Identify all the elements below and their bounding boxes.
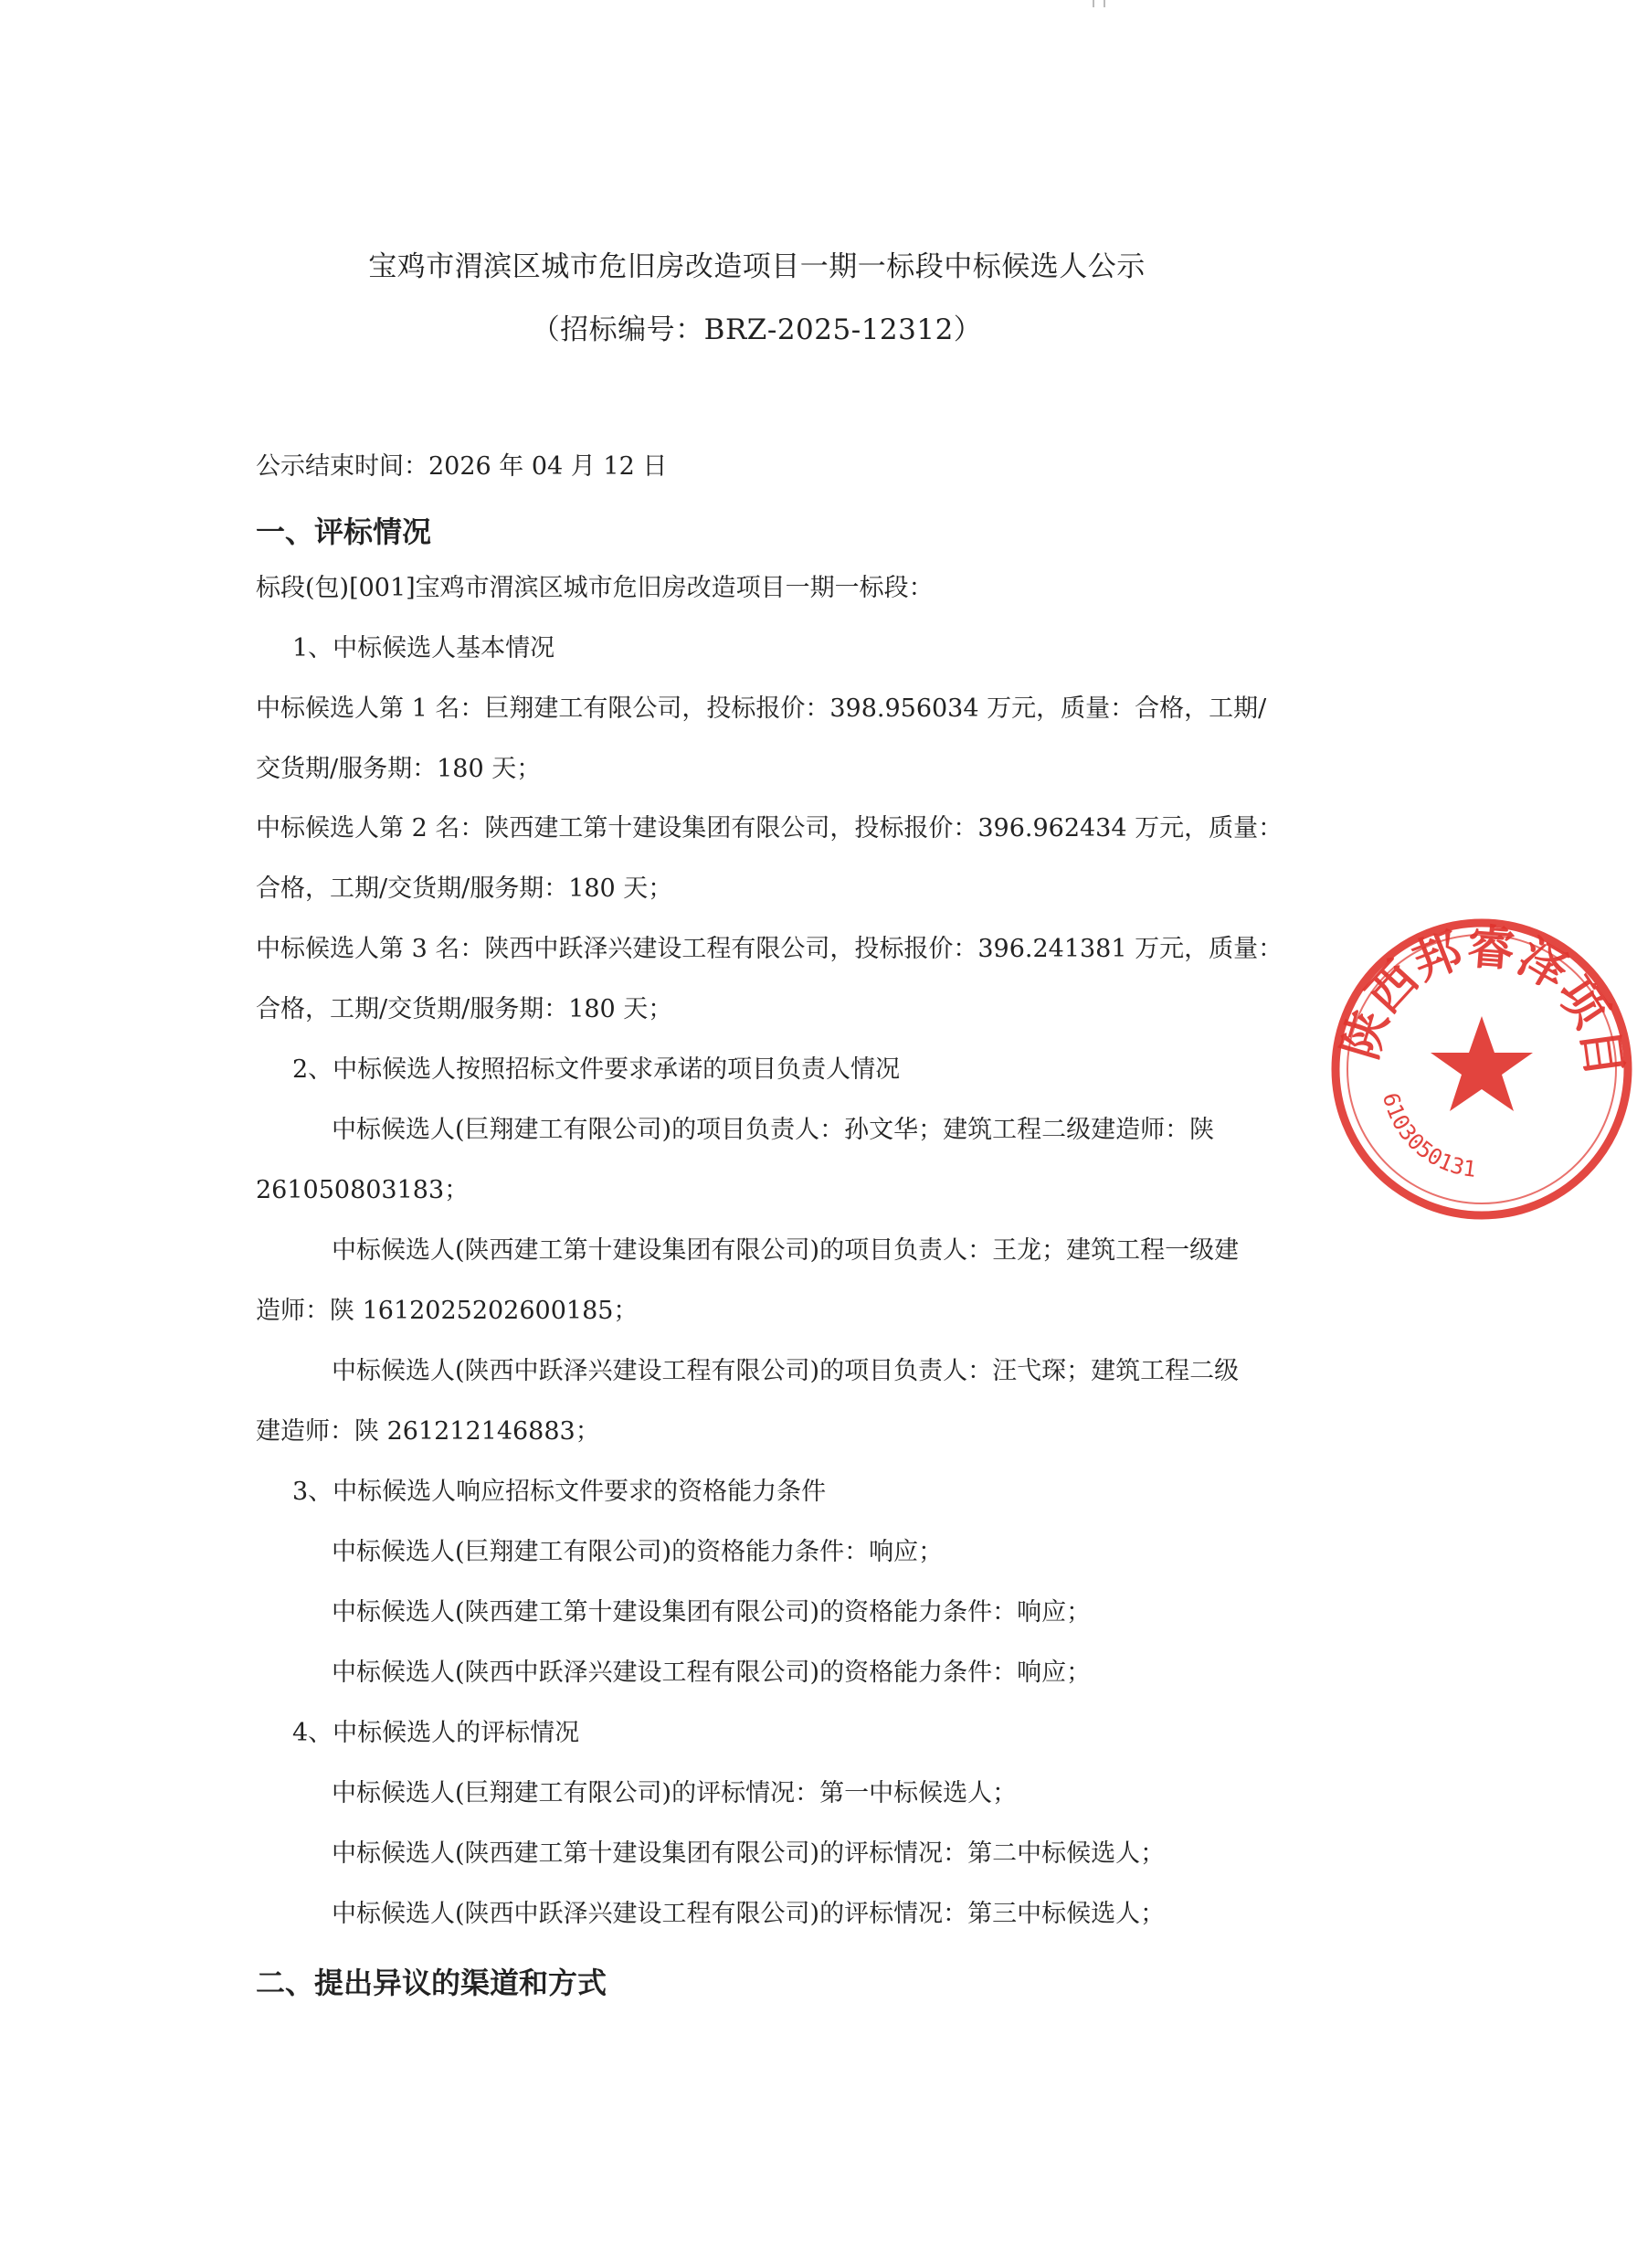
subheading-evaluation-results: 4、中标候选人的评标情况 [292, 1719, 580, 1747]
manager2-line1: 中标候选人(陕西建工第十建设集团有限公司)的项目负责人：王龙；建筑工程一级建 [332, 1236, 1240, 1265]
qualification-1: 中标候选人(巨翔建工有限公司)的资格能力条件：响应； [332, 1538, 944, 1566]
section-heading-objection: 二、提出异议的渠道和方式 [256, 1966, 607, 2000]
company-seal [1326, 914, 1637, 1224]
package-line: 标段(包)[001]宝鸡市渭滨区城市危旧房改造项目一期一标段： [256, 574, 934, 602]
manager3-line1: 中标候选人(陕西中跃泽兴建设工程有限公司)的项目负责人：汪弋琛；建筑工程二级 [332, 1357, 1240, 1385]
candidate1-line1: 中标候选人第 1 名：巨翔建工有限公司，投标报价：398.956034 万元，质量：合格，工期/ [256, 694, 1267, 723]
subheading-project-managers: 2、中标候选人按照招标文件要求承诺的项目负责人情况 [292, 1055, 901, 1084]
candidate3-line2: 合格，工期/交货期/服务期：180 天； [256, 995, 673, 1023]
subheading-candidate-basics: 1、中标候选人基本情况 [292, 634, 555, 662]
section-heading-evaluation: 一、评标情况 [256, 514, 432, 549]
manager1-line1: 中标候选人(巨翔建工有限公司)的项目负责人：孙文华；建筑工程二级建造师：陕 [332, 1116, 1215, 1144]
qualification-2: 中标候选人(陕西建工第十建设集团有限公司)的资格能力条件：响应； [332, 1598, 1092, 1627]
manager2-line2: 造师：陕 1612025202600185； [256, 1297, 639, 1325]
evaluation-3: 中标候选人(陕西中跃泽兴建设工程有限公司)的评标情况：第三中标候选人； [332, 1900, 1166, 1928]
qualification-3: 中标候选人(陕西中跃泽兴建设工程有限公司)的资格能力条件：响应； [332, 1659, 1092, 1687]
evaluation-2: 中标候选人(陕西建工第十建设集团有限公司)的评标情况：第二中标候选人； [332, 1839, 1166, 1868]
manager3-line2: 建造师：陕 261212146883； [256, 1417, 600, 1446]
seal-number: 6103050131 [1377, 1090, 1478, 1182]
document-subtitle: （招标编号：BRZ-2025-12312） [531, 313, 983, 346]
top-edge-mark [1093, 0, 1120, 7]
document-title: 宝鸡市渭滨区城市危旧房改造项目一期一标段中标候选人公示 [368, 250, 1146, 283]
candidate2-line2: 合格，工期/交货期/服务期：180 天； [256, 874, 673, 903]
evaluation-1: 中标候选人(巨翔建工有限公司)的评标情况：第一中标候选人； [332, 1779, 1018, 1807]
seal-text: 陕西邦睿泽项目 [1332, 918, 1633, 1081]
candidate1-line2: 交货期/服务期：180 天； [256, 755, 542, 783]
candidate2-line1: 中标候选人第 2 名：陕西建工第十建设集团有限公司，投标报价：396.962434 万元，质量： [256, 814, 1283, 843]
seal-star-icon [1431, 1016, 1533, 1111]
notice-end-time: 公示结束时间：2026 年 04 月 12 日 [256, 452, 668, 481]
candidate3-line1: 中标候选人第 3 名：陕西中跃泽兴建设工程有限公司，投标报价：396.241381 万元，质量： [256, 935, 1283, 963]
subheading-qualifications: 3、中标候选人响应招标文件要求的资格能力条件 [292, 1478, 827, 1506]
manager1-line2: 261050803183； [256, 1176, 470, 1204]
